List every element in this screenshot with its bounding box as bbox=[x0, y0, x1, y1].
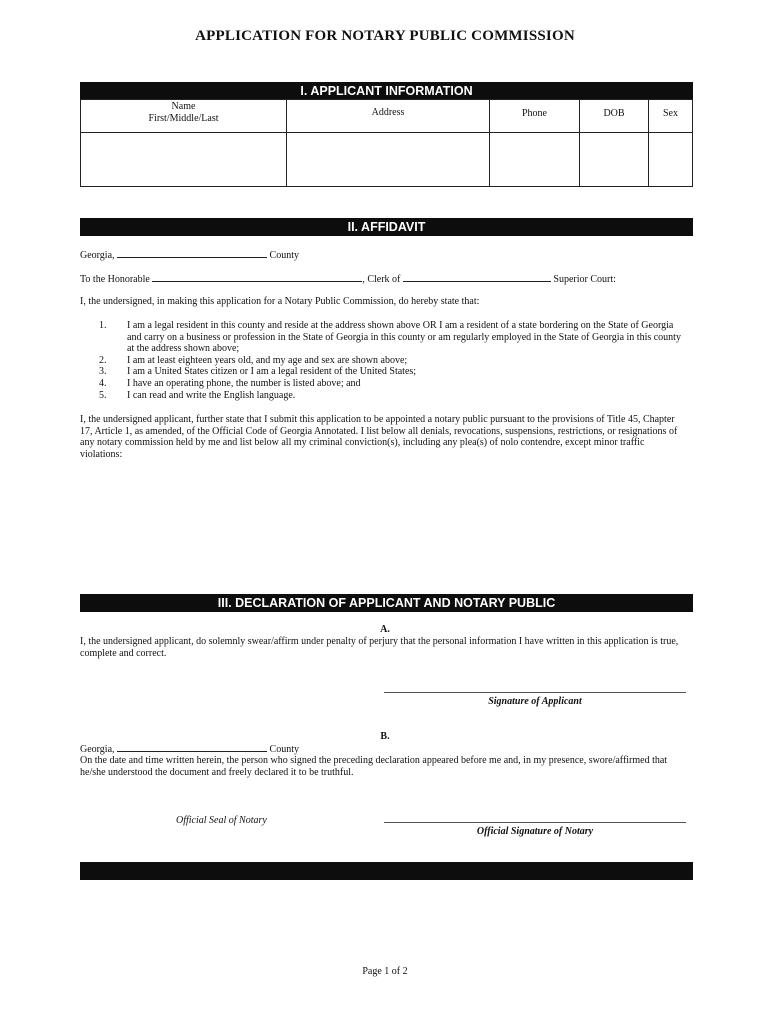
affidavit-item bbox=[99, 366, 693, 378]
dob-column[interactable] bbox=[580, 100, 649, 186]
part-b-line: On the date and time written herein, the person who signed the preceding declaration appeared before me and, in my presence, swore/affirmed that bbox=[80, 755, 668, 766]
name-header-line2: First/Middle/Last bbox=[148, 113, 219, 124]
name-column-header bbox=[81, 101, 286, 125]
bottom-bar bbox=[80, 862, 693, 880]
affidavit-item bbox=[99, 378, 693, 390]
part-a-line: complete and correct. bbox=[80, 647, 167, 659]
county-label: County bbox=[269, 250, 299, 261]
dob-column-header: DOB bbox=[603, 108, 625, 119]
address-column-header: Address bbox=[371, 107, 405, 118]
affidavit-item-number: 1. bbox=[99, 320, 107, 331]
affidavit-item-line: I can read and write the English language. bbox=[127, 389, 296, 401]
page-number: Page 1 of 2 bbox=[362, 966, 408, 977]
part-b-label: B. bbox=[380, 731, 390, 742]
affidavit-list bbox=[99, 320, 693, 401]
affidavit-intro: I, the undersigned, in making this application for a Notary Public Commission, do hereby state that: bbox=[80, 296, 480, 307]
notary-seal-label: Official Seal of Notary bbox=[176, 815, 267, 826]
part-b-statement bbox=[80, 755, 700, 778]
affidavit-item-line: and carry on a business or profession in the State of Georgia in this county or am regularly employed in the State of Georgia in this county bbox=[127, 331, 681, 343]
affidavit-item-number: 2. bbox=[99, 354, 107, 366]
applicant-signature-label: Signature of Applicant bbox=[488, 696, 582, 707]
affidavit-item-line: at the address shown above; bbox=[127, 343, 240, 355]
sex-column-header: Sex bbox=[663, 108, 678, 119]
statement-line: 17, Article 1, as amended, of the Official Code of Georgia Annotated. I list below all denials, revocations, suspensions, restrictions, or resignations of bbox=[80, 425, 678, 437]
affidavit-item bbox=[99, 390, 693, 402]
clerk-county-blank[interactable] bbox=[403, 272, 551, 282]
phone-column[interactable] bbox=[490, 100, 580, 186]
table-header-divider bbox=[80, 132, 693, 133]
name-header-line1: Name bbox=[171, 101, 196, 112]
affidavit-item-number: 4. bbox=[99, 377, 107, 389]
affidavit-item-number: 3. bbox=[99, 366, 107, 378]
sex-column[interactable] bbox=[649, 100, 692, 186]
statement-line: I, the undersigned applicant, further state that I submit this application to be appointed a notary public pursuant to the provisions of Title 45, Chapter bbox=[80, 414, 675, 425]
notary-county-label: County bbox=[269, 744, 299, 755]
affidavit-item-number: 5. bbox=[99, 389, 107, 401]
section-3-heading: III. DECLARATION OF APPLICANT AND NOTARY PUBLIC bbox=[80, 594, 693, 612]
affidavit-item-line: I am at least eighteen years old, and my age and sex are shown above; bbox=[127, 354, 408, 366]
clerk-label: , Clerk of bbox=[362, 274, 401, 285]
part-b-line: he/she understood the document and freely declared it to be truthful. bbox=[80, 766, 354, 778]
county-blank[interactable] bbox=[117, 248, 267, 258]
honorable-blank[interactable] bbox=[152, 272, 362, 282]
georgia-county-line bbox=[80, 248, 299, 262]
applicant-signature-line[interactable] bbox=[384, 692, 686, 693]
notary-signature-label: Official Signature of Notary bbox=[476, 826, 594, 837]
affidavit-item-text bbox=[127, 355, 407, 367]
affidavit-item-line: I am a United States citizen or I am a legal resident of the United States; bbox=[127, 366, 417, 378]
affidavit-item-text bbox=[127, 378, 361, 390]
part-a-statement bbox=[80, 636, 700, 659]
affidavit-item-line: I am a legal resident in this county and reside at the address shown above OR I am a resident of a state bordering on the State of Georgia bbox=[127, 320, 674, 331]
section-1-heading: I. APPLICANT INFORMATION bbox=[80, 82, 693, 100]
notary-georgia-county-line bbox=[80, 742, 299, 756]
affidavit-item bbox=[99, 320, 693, 355]
honorable-line bbox=[80, 272, 616, 286]
part-a-line: I, the undersigned applicant, do solemnly swear/affirm under penalty of perjury that the personal information I have written in this application is true, bbox=[80, 636, 679, 647]
statement-line: violations: bbox=[80, 448, 123, 460]
phone-column-header: Phone bbox=[522, 108, 547, 119]
address-column[interactable] bbox=[287, 100, 490, 186]
section-2-heading: II. AFFIDAVIT bbox=[80, 218, 693, 236]
part-a-label: A. bbox=[380, 624, 390, 635]
page-title: APPLICATION FOR NOTARY PUBLIC COMMISSION bbox=[195, 28, 575, 44]
affidavit-statement bbox=[80, 414, 700, 460]
notary-county-blank[interactable] bbox=[117, 742, 267, 752]
honorable-label: To the Honorable bbox=[80, 274, 150, 285]
notary-signature-line[interactable] bbox=[384, 822, 686, 823]
superior-court-label: Superior Court: bbox=[553, 274, 616, 285]
affidavit-item-line: I have an operating phone, the number is listed above; and bbox=[127, 377, 361, 389]
statement-line: any notary commission held by me and list below all my criminal conviction(s), including any plea(s) of nolo contendre, except minor traffic bbox=[80, 437, 645, 449]
affidavit-item-text bbox=[127, 366, 416, 378]
applicant-info-table bbox=[80, 99, 693, 187]
affidavit-item-text bbox=[127, 320, 681, 355]
georgia-label: Georgia, bbox=[80, 250, 115, 261]
notary-georgia-label: Georgia, bbox=[80, 744, 115, 755]
affidavit-item-text bbox=[127, 390, 295, 402]
name-column[interactable] bbox=[81, 100, 287, 186]
affidavit-item bbox=[99, 355, 693, 367]
